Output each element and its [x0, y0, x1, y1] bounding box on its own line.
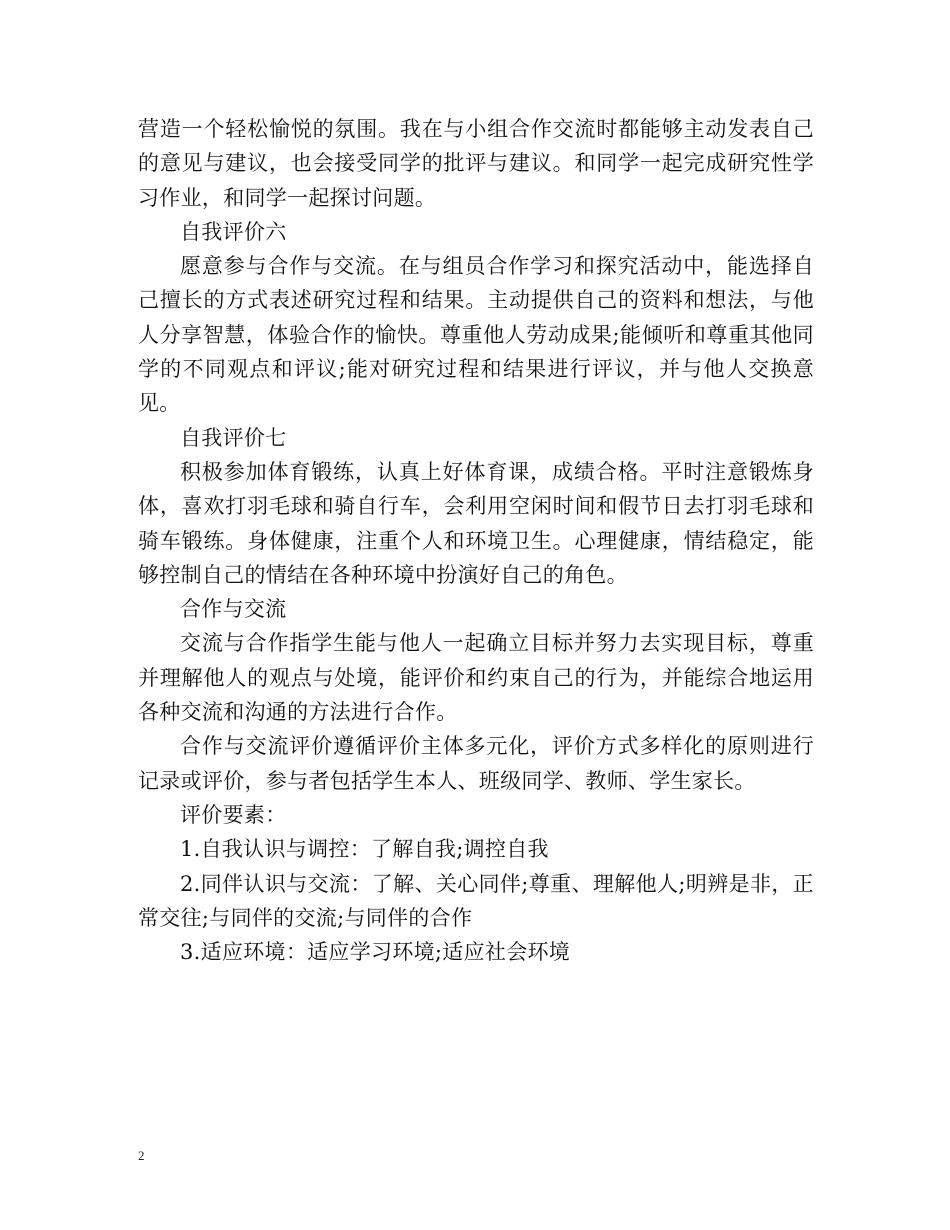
heading-self-evaluation-7: 自我评价七: [180, 425, 287, 450]
paragraph-self-evaluation-7: 积极参加体育锻练，认真上好体育课，成绩合格。平时注意锻炼身体，喜欢打羽毛球和骑自行车，会利用空闲时间和假节日去打羽毛球和骑车锻练。身体健康，注重个人和环境卫生。心理健康，情结稳定，能够控制自己的情结在各种环境中扮演好自己的角色。: [138, 459, 814, 587]
paragraph-continuation: 营造一个轻松愉悦的氛围。我在与小组合作交流时都能够主动发表自己的意见与建议，也会接受同学的批评与建议。和同学一起完成研究性学习作业，和同学一起探讨问题。: [138, 117, 814, 210]
list-item-3: 3.适应环境：适应学习环境;适应社会环境: [180, 940, 571, 965]
list-item-2: 2.同伴认识与交流：了解、关心同伴;尊重、理解他人;明辨是非，正常交往;与同伴的交流;与同伴的合作: [138, 871, 814, 930]
heading-cooperation-communication: 合作与交流: [180, 597, 287, 622]
list-item-1: 1.自我认识与调控：了解自我;调控自我: [180, 837, 549, 862]
document-body: [138, 112, 814, 969]
heading-evaluation-elements: 评价要素：: [180, 802, 287, 827]
page-number: 2: [138, 1148, 145, 1163]
paragraph-self-evaluation-6: 愿意参与合作与交流。在与组员合作学习和探究活动中，能选择自己擅长的方式表述研究过程和结果。主动提供自己的资料和想法，与他人分享智慧，体验合作的愉快。尊重他人劳动成果;能倾听和尊重其他同学的不同观点和评议;能对研究过程和结果进行评议，并与他人交换意见。: [138, 254, 814, 416]
paragraph-cooperation-evaluation: 合作与交流评价遵循评价主体多元化，评价方式多样化的原则进行记录或评价，参与者包括学生本人、班级同学、教师、学生家长。: [138, 734, 814, 793]
paragraph-cooperation-definition: 交流与合作指学生能与他人一起确立目标并努力去实现目标，尊重并理解他人的观点与处境，能评价和约束自己的行为，并能综合地运用各种交流和沟通的方法进行合作。: [138, 631, 814, 725]
heading-self-evaluation-6: 自我评价六: [180, 219, 287, 244]
